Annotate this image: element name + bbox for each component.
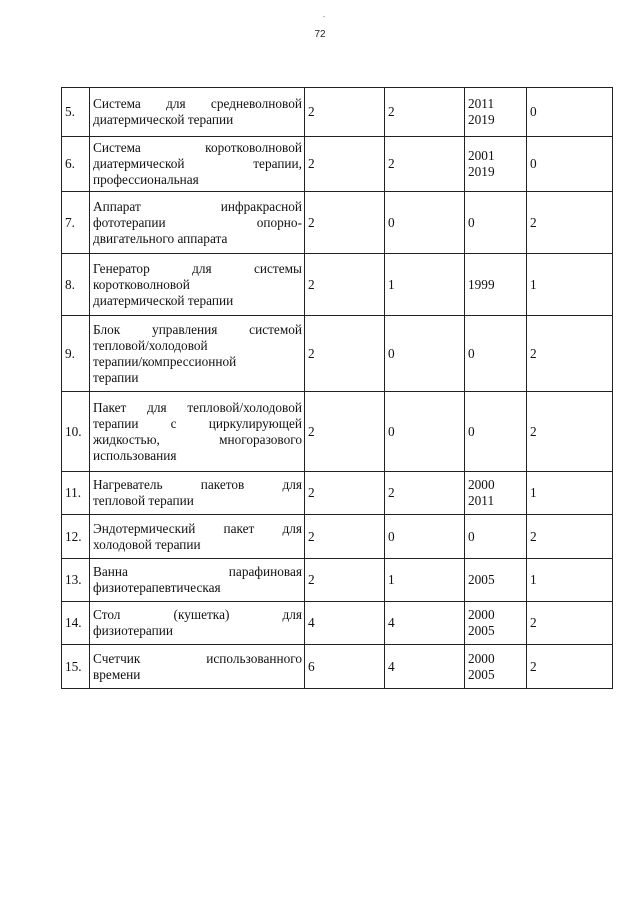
equipment-name-line: физиотерапевтическая	[93, 580, 221, 595]
equipment-name-line: фототерапии опорно-	[93, 214, 302, 230]
year-cell	[465, 559, 527, 602]
quantity-column-2: 2	[385, 137, 465, 192]
equipment-name-line: использования	[93, 447, 177, 463]
equipment-name-line: времени	[93, 666, 141, 682]
page-number: 72	[314, 29, 326, 40]
quantity-column-1: 2	[305, 515, 385, 559]
quantity-column-1: 2	[305, 559, 385, 602]
year-value: 0	[468, 345, 475, 361]
quantity-column-1: 6	[305, 645, 385, 689]
row-number: 13.	[62, 559, 90, 602]
quantity-column-2: 0	[385, 192, 465, 254]
quantity-column-3: 2	[527, 515, 613, 559]
equipment-name-line: терапии	[93, 369, 139, 385]
quantity-column-2: 0	[385, 316, 465, 392]
equipment-name	[90, 602, 305, 645]
equipment-name-line: Эндотермический пакет для	[93, 520, 302, 536]
equipment-name-line: двигательного аппарата	[93, 230, 228, 246]
quantity-column-3: 2	[527, 602, 613, 645]
equipment-name-line: жидкостью, многоразового	[93, 431, 302, 447]
year-cell	[465, 392, 527, 472]
row-number: 9.	[62, 316, 90, 392]
quantity-column-1: 4	[305, 602, 385, 645]
quantity-column-1: 2	[305, 192, 385, 254]
equipment-name-line: холодовой терапии	[93, 536, 201, 552]
quantity-column-3: 1	[527, 472, 613, 515]
quantity-column-3: 2	[527, 316, 613, 392]
equipment-name-line: тепловой терапии	[93, 493, 194, 508]
year-cell	[465, 254, 527, 316]
quantity-column-3: 2	[527, 192, 613, 254]
year-cell	[465, 88, 527, 137]
year-cell	[465, 645, 527, 689]
equipment-name-line: Пакет для тепловой/холодовой	[93, 399, 302, 415]
equipment-name-line: диатермической терапии,	[93, 156, 302, 171]
year-value: 2000	[468, 607, 495, 622]
equipment-name	[90, 392, 305, 472]
equipment-name-line: терапии/компрессионной	[93, 353, 237, 369]
row-number: 5.	[62, 88, 90, 137]
year-value: 2019	[468, 112, 495, 127]
quantity-column-2: 4	[385, 602, 465, 645]
quantity-column-2: 4	[385, 645, 465, 689]
year-value: 1999	[468, 276, 495, 292]
quantity-column-1: 2	[305, 392, 385, 472]
quantity-column-2: 2	[385, 472, 465, 515]
quantity-column-1: 2	[305, 88, 385, 137]
year-value: 2001	[468, 148, 495, 163]
equipment-name-line: Счетчик использованного	[93, 650, 302, 666]
equipment-table	[61, 87, 613, 689]
row-number: 15.	[62, 645, 90, 689]
year-value: 0	[468, 423, 475, 439]
year-value: 2000	[468, 650, 495, 666]
equipment-name	[90, 559, 305, 602]
equipment-name-line: физиотерапии	[93, 623, 174, 638]
equipment-name-line: тепловой/холодовой	[93, 337, 208, 353]
year-cell	[465, 192, 527, 254]
table-row	[62, 88, 613, 137]
quantity-column-3: 1	[527, 254, 613, 316]
equipment-table-body	[62, 88, 613, 689]
equipment-name	[90, 192, 305, 254]
table-row	[62, 515, 613, 559]
year-cell	[465, 602, 527, 645]
year-cell	[465, 137, 527, 192]
equipment-name	[90, 88, 305, 137]
year-cell	[465, 316, 527, 392]
table-row	[62, 392, 613, 472]
equipment-name-line: диатермической терапии	[93, 112, 234, 127]
quantity-column-3: 1	[527, 559, 613, 602]
equipment-name-line: Система для средневолновой	[93, 96, 302, 111]
year-value: 0	[468, 214, 475, 230]
quantity-column-3: 2	[527, 645, 613, 689]
table-row	[62, 602, 613, 645]
quantity-column-2: 0	[385, 515, 465, 559]
year-value: 2000	[468, 477, 495, 492]
year-cell	[465, 515, 527, 559]
quantity-column-1: 2	[305, 137, 385, 192]
row-number: 11.	[62, 472, 90, 515]
equipment-name-line: диатермической терапии	[93, 292, 234, 308]
year-value: 2005	[468, 666, 495, 682]
table-row	[62, 137, 613, 192]
row-number: 7.	[62, 192, 90, 254]
equipment-name-line: Аппарат инфракрасной	[93, 198, 302, 214]
table-row	[62, 472, 613, 515]
quantity-column-2: 1	[385, 559, 465, 602]
year-value: 2011	[468, 96, 495, 111]
row-number: 6.	[62, 137, 90, 192]
quantity-column-2: 2	[385, 88, 465, 137]
quantity-column-3: 0	[527, 137, 613, 192]
equipment-name	[90, 254, 305, 316]
equipment-name-line: терапии с циркулирующей	[93, 415, 302, 431]
row-number: 8.	[62, 254, 90, 316]
equipment-name-line: Система коротковолновой	[93, 140, 302, 155]
equipment-name	[90, 472, 305, 515]
equipment-name	[90, 137, 305, 192]
year-value: 2005	[468, 623, 495, 638]
row-number: 14.	[62, 602, 90, 645]
equipment-name-line: Стол (кушетка) для	[93, 607, 302, 622]
year-value: 2011	[468, 493, 495, 508]
quantity-column-1: 2	[305, 316, 385, 392]
equipment-name-line: Нагреватель пакетов для	[93, 477, 302, 492]
equipment-name-line: коротковолновой	[93, 276, 190, 292]
table-row	[62, 316, 613, 392]
quantity-column-2: 0	[385, 392, 465, 472]
equipment-name-line: Ванна парафиновая	[93, 564, 302, 579]
equipment-name	[90, 645, 305, 689]
year-cell	[465, 472, 527, 515]
quantity-column-3: 0	[527, 88, 613, 137]
row-number: 12.	[62, 515, 90, 559]
table-row	[62, 192, 613, 254]
equipment-name-line: профессиональная	[93, 172, 199, 187]
equipment-name	[90, 515, 305, 559]
equipment-name-line: Блок управления системой	[93, 321, 302, 337]
table-row	[62, 645, 613, 689]
quantity-column-1: 2	[305, 254, 385, 316]
quantity-column-2: 1	[385, 254, 465, 316]
quantity-column-1: 2	[305, 472, 385, 515]
year-value: 0	[468, 528, 475, 544]
quantity-column-3: 2	[527, 392, 613, 472]
year-value: 2005	[468, 572, 495, 587]
equipment-name-line: Генератор для системы	[93, 260, 302, 276]
year-value: 2019	[468, 164, 495, 179]
table-row	[62, 254, 613, 316]
table-row	[62, 559, 613, 602]
row-number: 10.	[62, 392, 90, 472]
scan-speck	[323, 16, 325, 17]
equipment-name	[90, 316, 305, 392]
